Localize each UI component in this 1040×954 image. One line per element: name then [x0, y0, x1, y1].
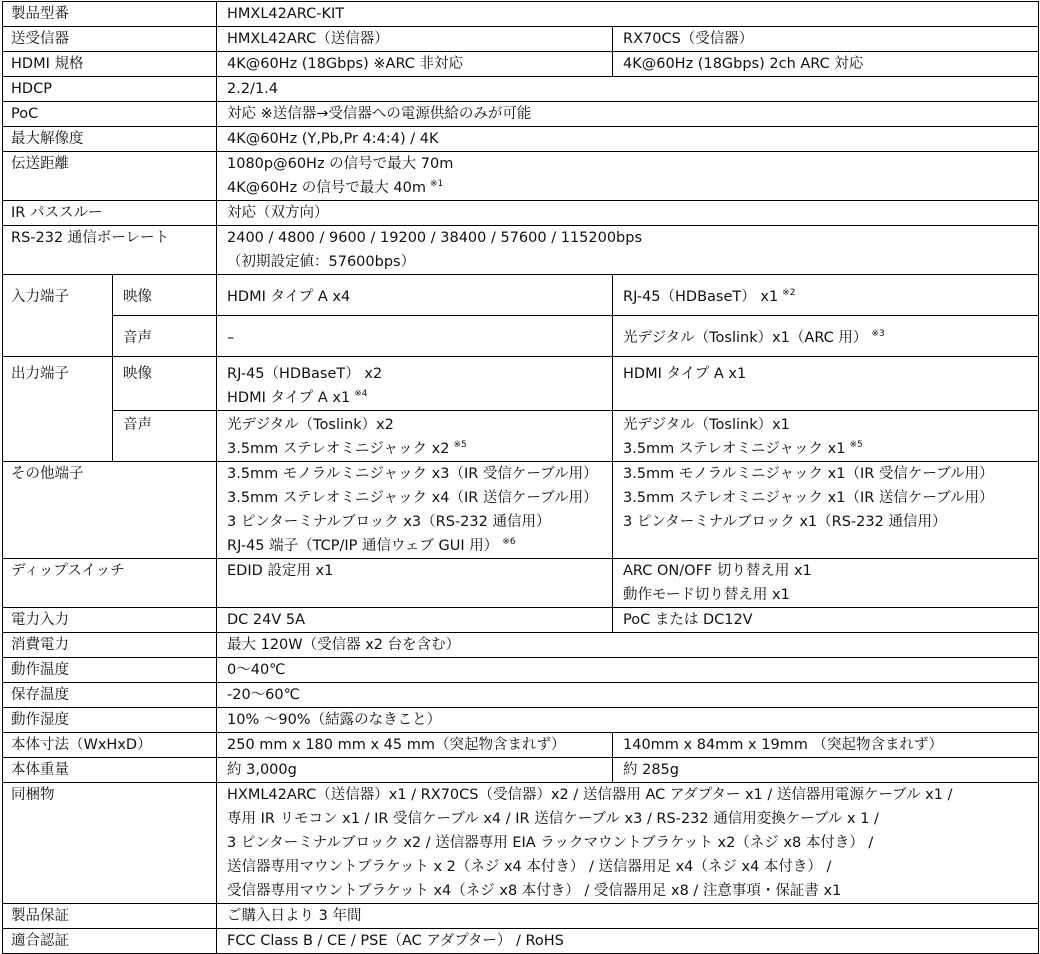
- ir-value: 対応（双方向）: [217, 201, 1039, 226]
- hdmi-rx: 4K@60Hz (18Gbps) 2ch ARC 対応: [613, 52, 1039, 77]
- row-distance: [3, 152, 1039, 201]
- output-video-tx-1: RJ-45（HDBaseT） x2: [227, 366, 383, 382]
- hdcp-value: 2.2/1.4: [217, 77, 1039, 102]
- model-label: 製品型番: [3, 2, 217, 27]
- other-rx: [613, 462, 1039, 559]
- row-weight: [3, 758, 1039, 783]
- devices-rx: RX70CS（受信器）: [613, 27, 1039, 52]
- rs232-line-2: （初期設定値：57600bps）: [227, 254, 416, 270]
- row-warranty: [3, 904, 1039, 929]
- row-cert: [3, 929, 1039, 954]
- rs232-label: RS-232 通信ボーレート: [3, 226, 217, 275]
- devices-label: 送受信器: [3, 27, 217, 52]
- other-rx-2: 3.5mm ステレオミニジャック x1（IR 送信ケーブル用）: [623, 490, 994, 506]
- ir-label: IR パススルー: [3, 201, 217, 226]
- row-dip: [3, 559, 1039, 608]
- dip-rx: [613, 559, 1039, 608]
- row-package: [3, 783, 1039, 904]
- row-input-video: [3, 275, 1039, 316]
- hdcp-label: HDCP: [3, 77, 217, 102]
- warranty-value: ご購入日より 3 年間: [217, 904, 1039, 929]
- row-dims: [3, 733, 1039, 758]
- dims-label: 本体寸法（WxHxD）: [3, 733, 217, 758]
- row-power-in: [3, 608, 1039, 633]
- other-tx-1: 3.5mm モノラルミニジャック x3（IR 受信ケーブル用）: [227, 466, 598, 482]
- row-ir: [3, 201, 1039, 226]
- output-audio-rx: [613, 411, 1039, 462]
- row-poc: [3, 102, 1039, 127]
- humidity-value: 10% ～90%（結露のなきこと）: [217, 708, 1039, 733]
- dip-rx-2: 動作モード切り替え用 x1: [623, 587, 790, 603]
- maxres-value: 4K@60Hz (Y,Pb,Pr 4:4:4) / 4K: [217, 127, 1039, 152]
- power-use-value: 最大 120W（受信器 x2 台を含む）: [217, 633, 1039, 658]
- footnote-5-tx: ※5: [453, 440, 467, 450]
- st-temp-label: 保存温度: [3, 683, 217, 708]
- other-label: その他端子: [3, 462, 217, 559]
- footnote-6: ※6: [502, 537, 516, 547]
- output-audio-tx: [217, 411, 613, 462]
- input-audio-label: 音声: [113, 316, 217, 357]
- row-hdcp: [3, 77, 1039, 102]
- output-audio-rx-2: [623, 437, 1028, 461]
- dip-rx-1: ARC ON/OFF 切り替え用 x1: [623, 563, 812, 579]
- other-rx-1: 3.5mm モノラルミニジャック x1（IR 受信ケーブル用）: [623, 466, 994, 482]
- package-line-1: HXML42ARC（送信器）x1 / RX70CS（受信器）x2 / 送信器用 AC アダプター x1 / 送信器用電源ケーブル x1 /: [227, 787, 953, 803]
- footnote-5-rx: ※5: [849, 440, 863, 450]
- weight-tx: 約 3,000g: [217, 758, 613, 783]
- input-audio-rx-text: 光デジタル（Toslink）x1（ARC 用）: [623, 330, 868, 346]
- spec-table: [2, 1, 1039, 954]
- output-video-tx-2: [227, 386, 602, 410]
- output-audio-tx-2-text: 3.5mm ステレオミニジャック x2: [227, 441, 450, 457]
- footnote-3: ※3: [871, 329, 885, 339]
- package-line-5: 受信器専用マウントブラケット x4（ネジ x8 本付き） / 受信器用足 x8 / 注意事項・保証書 x1: [227, 883, 842, 899]
- other-rx-3: 3 ピンターミナルブロック x1（RS-232 通信用）: [623, 514, 947, 530]
- row-humidity: [3, 708, 1039, 733]
- weight-label: 本体重量: [3, 758, 217, 783]
- input-video-tx: HDMI タイプ A x4: [217, 275, 613, 316]
- package-line-2: 専用 IR リモコン x1 / IR 受信ケーブル x4 / IR 送信ケーブル x3 / RS-232 通信用変換ケーブル x 1 /: [227, 811, 879, 827]
- output-audio-rx-1: 光デジタル（Toslink）x1: [623, 417, 790, 433]
- other-tx-2: 3.5mm ステレオミニジャック x4（IR 送信ケーブル用）: [227, 490, 598, 506]
- row-st-temp: [3, 683, 1039, 708]
- dip-label: ディップスイッチ: [3, 559, 217, 608]
- input-label: 入力端子: [3, 275, 113, 357]
- row-devices: [3, 27, 1039, 52]
- op-temp-value: 0～40℃: [217, 658, 1039, 683]
- distance-label: 伝送距離: [3, 152, 217, 201]
- poc-value: 対応 ※送信器→受信器への電源供給のみが可能: [217, 102, 1039, 127]
- row-op-temp: [3, 658, 1039, 683]
- humidity-label: 動作湿度: [3, 708, 217, 733]
- output-audio-label: 音声: [113, 411, 217, 462]
- row-other: [3, 462, 1039, 559]
- cert-value: FCC Class B / CE / PSE（AC アダプター） / RoHS: [217, 929, 1039, 954]
- st-temp-value: -20～60℃: [217, 683, 1039, 708]
- poc-label: PoC: [3, 102, 217, 127]
- distance-line-1: 1080p@60Hz の信号で最大 70m: [227, 156, 454, 172]
- warranty-label: 製品保証: [3, 904, 217, 929]
- input-audio-tx: –: [217, 316, 613, 357]
- op-temp-label: 動作温度: [3, 658, 217, 683]
- cert-label: 適合認証: [3, 929, 217, 954]
- dims-tx: 250 mm x 180 mm x 45 mm（突起物含まれず）: [217, 733, 613, 758]
- dims-rx: 140mm x 84mm x 19mm （突起物含まれず）: [613, 733, 1039, 758]
- row-power-use: [3, 633, 1039, 658]
- power-use-label: 消費電力: [3, 633, 217, 658]
- footnote-4: ※4: [354, 389, 368, 399]
- power-in-tx: DC 24V 5A: [217, 608, 613, 633]
- other-tx-4-text: RJ-45 端子（TCP/IP 通信ウェブ GUI 用）: [227, 538, 499, 554]
- distance-value: [217, 152, 1039, 201]
- package-value: [217, 783, 1039, 904]
- package-line-3: 3 ピンターミナルブロック x2 / 送信器専用 EIA ラックマウントブラケット x2（ネジ x8 本付き） /: [227, 835, 874, 851]
- footnote-2: ※2: [782, 288, 796, 298]
- row-rs232: [3, 226, 1039, 275]
- power-in-rx: PoC または DC12V: [613, 608, 1039, 633]
- other-tx: [217, 462, 613, 559]
- maxres-label: 最大解像度: [3, 127, 217, 152]
- row-maxres: [3, 127, 1039, 152]
- output-label: 出力端子: [3, 357, 113, 462]
- rs232-value: [217, 226, 1039, 275]
- row-output-video: [3, 357, 1039, 411]
- hdmi-tx: 4K@60Hz (18Gbps) ※ARC 非対応: [217, 52, 613, 77]
- row-hdmi: [3, 52, 1039, 77]
- output-audio-rx-2-text: 3.5mm ステレオミニジャック x1: [623, 441, 846, 457]
- rs232-line-1: 2400 / 4800 / 9600 / 19200 / 38400 / 57600 / 115200bps: [227, 230, 643, 246]
- footnote-1: ※1: [430, 179, 444, 189]
- distance-line-2: [227, 176, 1028, 200]
- devices-tx: HMXL42ARC（送信器）: [217, 27, 613, 52]
- output-video-rx: HDMI タイプ A x1: [613, 357, 1039, 411]
- other-tx-4: [227, 534, 602, 558]
- package-label: 同梱物: [3, 783, 217, 904]
- row-input-audio: [3, 316, 1039, 357]
- output-video-tx-2-text: HDMI タイプ A x1: [227, 390, 351, 406]
- distance-line-2-text: 4K@60Hz の信号で最大 40m: [227, 180, 426, 196]
- output-video-tx: [217, 357, 613, 411]
- model-value: HMXL42ARC-KIT: [217, 2, 1039, 27]
- row-output-audio: [3, 411, 1039, 462]
- package-line-4: 送信器専用マウントブラケット x 2（ネジ x4 本付き） / 送信器用足 x4（ネジ x4 本付き） /: [227, 859, 832, 875]
- input-video-rx: [613, 275, 1039, 316]
- power-in-label: 電力入力: [3, 608, 217, 633]
- output-video-label: 映像: [113, 357, 217, 411]
- input-video-label: 映像: [113, 275, 217, 316]
- output-audio-tx-1: 光デジタル（Toslink）x2: [227, 417, 394, 433]
- output-audio-tx-2: [227, 437, 602, 461]
- weight-rx: 約 285g: [613, 758, 1039, 783]
- row-model: [3, 2, 1039, 27]
- hdmi-label: HDMI 規格: [3, 52, 217, 77]
- input-video-rx-text: RJ-45（HDBaseT） x1: [623, 289, 779, 305]
- other-tx-3: 3 ピンターミナルブロック x3（RS-232 通信用）: [227, 514, 551, 530]
- dip-tx: EDID 設定用 x1: [217, 559, 613, 608]
- input-audio-rx: [613, 316, 1039, 357]
